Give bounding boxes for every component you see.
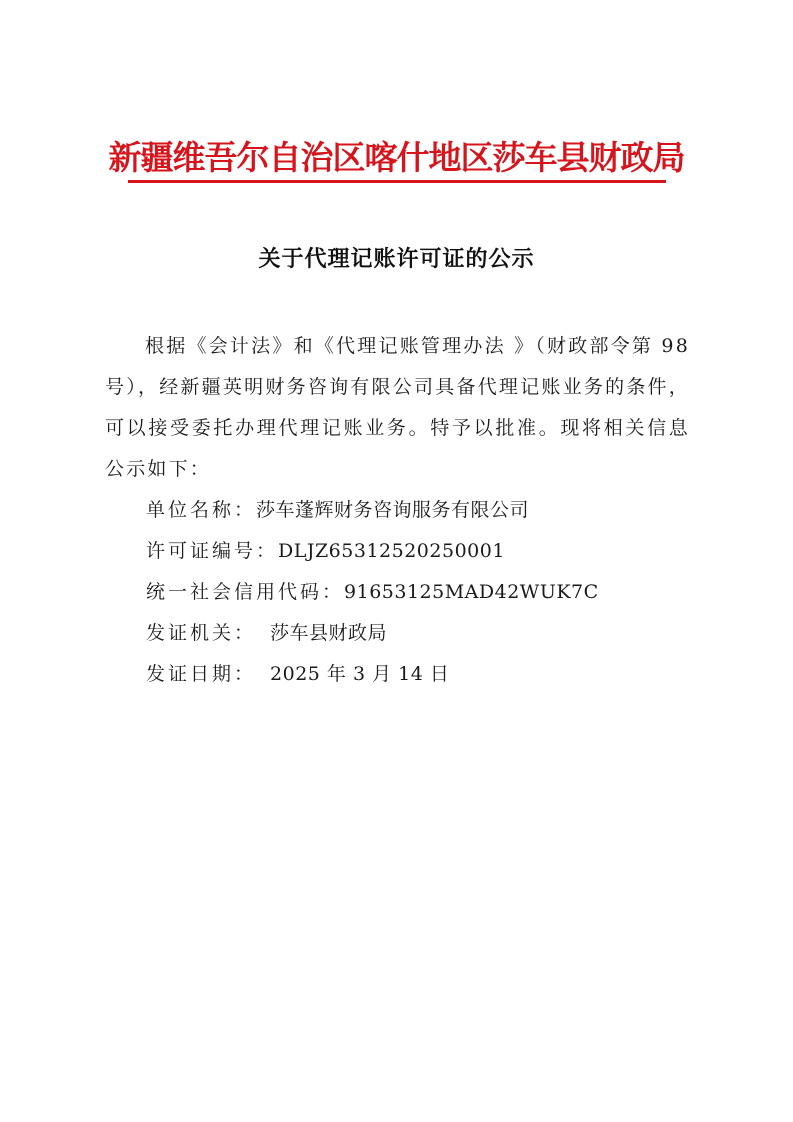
letterhead-rule: [128, 180, 666, 183]
info-value: 莎车蓬辉财务咨询服务有限公司: [256, 499, 530, 521]
info-row-unit-name: [146, 490, 599, 531]
info-row-issue-date: [146, 654, 599, 695]
info-label: 统一社会信用代码：: [146, 581, 345, 603]
info-label: 发证日期：: [146, 663, 257, 685]
document-title: 关于代理记账许可证的公示: [258, 247, 535, 272]
info-label: 许可证编号：: [146, 540, 279, 562]
info-value: 91653125MAD42WUK7C: [344, 581, 599, 603]
document-body-paragraph: 根据《会计法》和《代理记账管理办法 》（财政部令第 98号），经新疆英明财务咨询有限公司具备代理记账业务的条件，可以接受委托办理代理记账业务。特予以批准。现将相关信息公示如下：: [105, 335, 690, 480]
info-value: 2025 年 3 月 14 日: [270, 663, 450, 685]
info-row-issuing-authority: [146, 613, 599, 654]
info-row-license-number: [146, 531, 599, 572]
info-label: 单位名称：: [146, 499, 257, 521]
info-row-credit-code: [146, 572, 599, 613]
license-info-list: [146, 490, 599, 695]
info-value: 莎车县财政局: [270, 622, 388, 644]
letterhead: [0, 136, 793, 180]
info-label: 发证机关：: [146, 622, 257, 644]
info-value: DLJZ65312520250001: [278, 540, 505, 562]
organization-name: 新疆维吾尔自治区喀什地区莎车县财政局: [108, 138, 685, 177]
